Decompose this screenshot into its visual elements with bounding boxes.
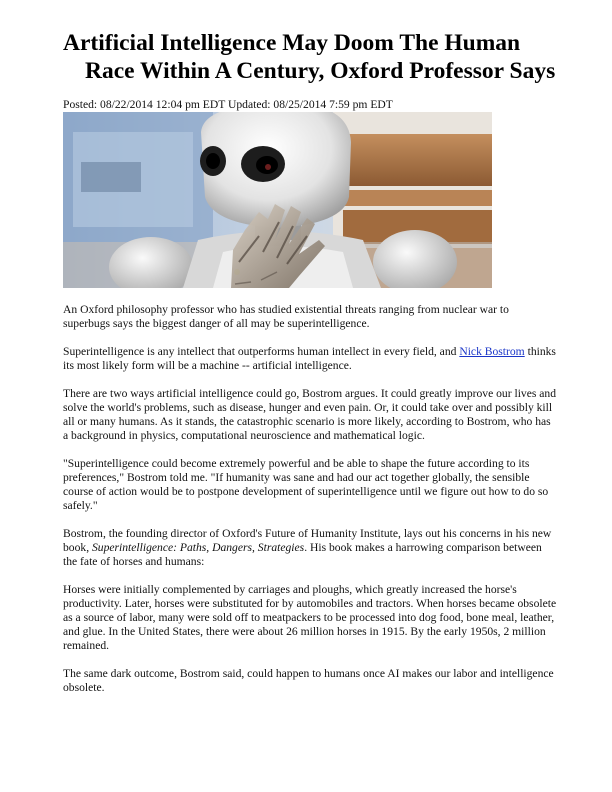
paragraph-1: An Oxford philosophy professor who has studied existential threats ranging from nuclear war to superbugs says the biggest danger of all may be superintelligence. (63, 303, 509, 330)
paragraph-2 (63, 345, 558, 373)
paragraph-7: The same dark outcome, Bostrom said, could happen to humans once AI makes our labor and intelligence obsolete. (63, 667, 554, 694)
paragraph-6: Horses were initially complemented by carriages and ploughs, which greatly increased the horse's productivity. Later, horses were substituted for by automobiles and tractors. When horses became obsolete as a source of labor, many were sold off to meatpackers to be processed into dog food, bone meal, leather, and glue. In the United States, there were about 26 million horses in 1915. By the early 1950s, 2 million remained. (63, 583, 557, 652)
paragraph-5 (63, 527, 558, 569)
paragraph-2-text-a: Superintelligence is any intellect that outperforms human intellect in every field, and (63, 345, 460, 358)
article-body (63, 303, 558, 695)
hero-image (63, 112, 492, 288)
article-title: Artificial Intelligence May Doom The Human Race Within A Century, Oxford Professor Says (63, 30, 556, 84)
article-meta: Posted: 08/22/2014 12:04 pm EDT Updated: 08/25/2014 7:59 pm EDT (63, 98, 393, 111)
paragraph-3: There are two ways artificial intelligence could go, Bostrom argues. It could greatly improve our lives and solve the world's problems, such as disease, hunger and even pain. Or, it could take over and possibly kill all or many humans. As it stands, the catastrophic scenario is more likely, according to Bostrom, who has a background in physics, computational neuroscience and mathematical logic. (63, 387, 557, 442)
paragraph-5-text-b: . His book makes a harrowing comparison between the fate of horses and humans: (63, 541, 542, 568)
paragraph-5-text-a: Bostrom, the founding director of Oxford's Future of Humanity Institute, lays out his concerns in his new book, (63, 527, 552, 554)
paragraph-2-text-b: thinks its most likely form will be a machine -- artificial intelligence. (63, 345, 556, 372)
paragraph-4: "Superintelligence could become extremely powerful and be able to shape the future according to its preferences," Bostrom told me. "If humanity was sane and had our act together globally, the sensible course of action would be to postpone development of superintelligence until we figure out how to do so safely." (63, 457, 549, 512)
article (63, 29, 558, 709)
nick-bostrom-link[interactable]: Nick Bostrom (459, 345, 525, 358)
book-title: Superintelligence: Paths, Dangers, Strategies (91, 541, 305, 554)
robot-photo (63, 112, 492, 288)
